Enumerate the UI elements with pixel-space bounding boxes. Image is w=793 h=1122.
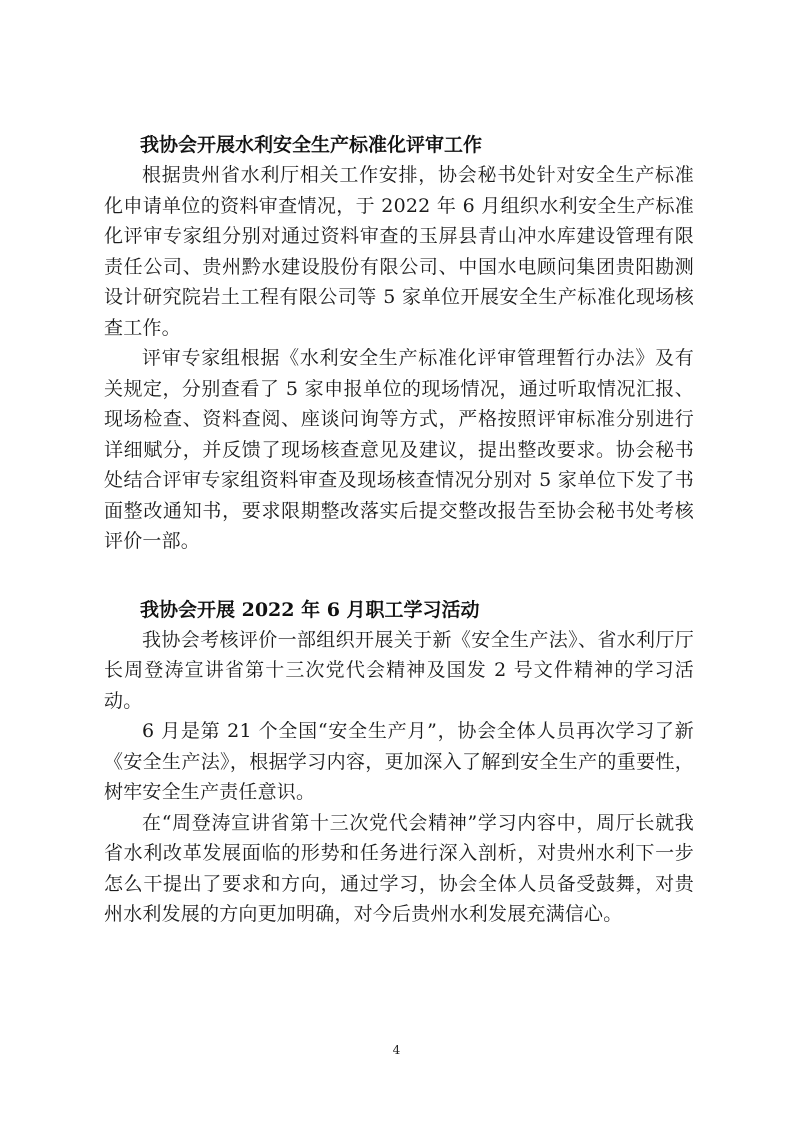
paragraph: 6 月是第 21 个全国“安全生产月”，协会全体人员再次学习了新《安全生产法》，根据学习内容，更加深入了解到安全生产的重要性，树牢安全生产责任意识。 [104,720,694,803]
section-staff-study [104,595,694,930]
paragraph: 根据贵州省水利厅相关工作安排，协会秘书处针对安全生产标准化申请单位的资料审查情况，于 2022 年 6 月组织水利安全生产标准化评审专家组分别对通过资料审查的玉屏县青山冲水库建设管理有限责任公司、贵州黔水建设股份有限公司、中国水电顾问集团贵阳勘测设计研究院岩土工程有限公司等 5 家单位开展安全生产标准化现场核查工作。 [104,164,694,339]
section-title: 我协会开展水利安全生产标准化评审工作 [140,134,483,156]
paragraph: 评审专家组根据《水利安全生产标准化评审管理暂行办法》及有关规定，分别查看了 5 家申报单位的现场情况，通过听取情况汇报、现场检查、资料查阅、座谈问询等方式，严格按照评审标准分别进行详细赋分，并反馈了现场核查意见及建议，提出整改要求。协会秘书处结合评审专家组资料审查及现场核查情况分别对 5 家单位下发了书面整改通知书，要求限期整改落实后提交整改报告至协会秘书处考核评价一部。 [104,347,694,552]
page-number: 4 [392,1043,401,1057]
document-page [104,130,694,968]
section-standardization-review [104,130,694,557]
section-title: 我协会开展 2022 年 6 月职工学习活动 [140,598,480,621]
paragraph: 我协会考核评价一部组织开展关于新《安全生产法》、省水利厅厅长周登涛宣讲省第十三次党代会精神及国发 2 号文件精神的学习活动。 [104,628,694,712]
paragraph: 在“周登涛宣讲省第十三次党代会精神”学习内容中，周厅长就我省水利改革发展面临的形势和任务进行深入剖析，对贵州水利下一步怎么干提出了要求和方向，通过学习，协会全体人员备受鼓舞，对贵州水利发展的方向更加明确，对今后贵州水利发展充满信心。 [104,811,694,925]
